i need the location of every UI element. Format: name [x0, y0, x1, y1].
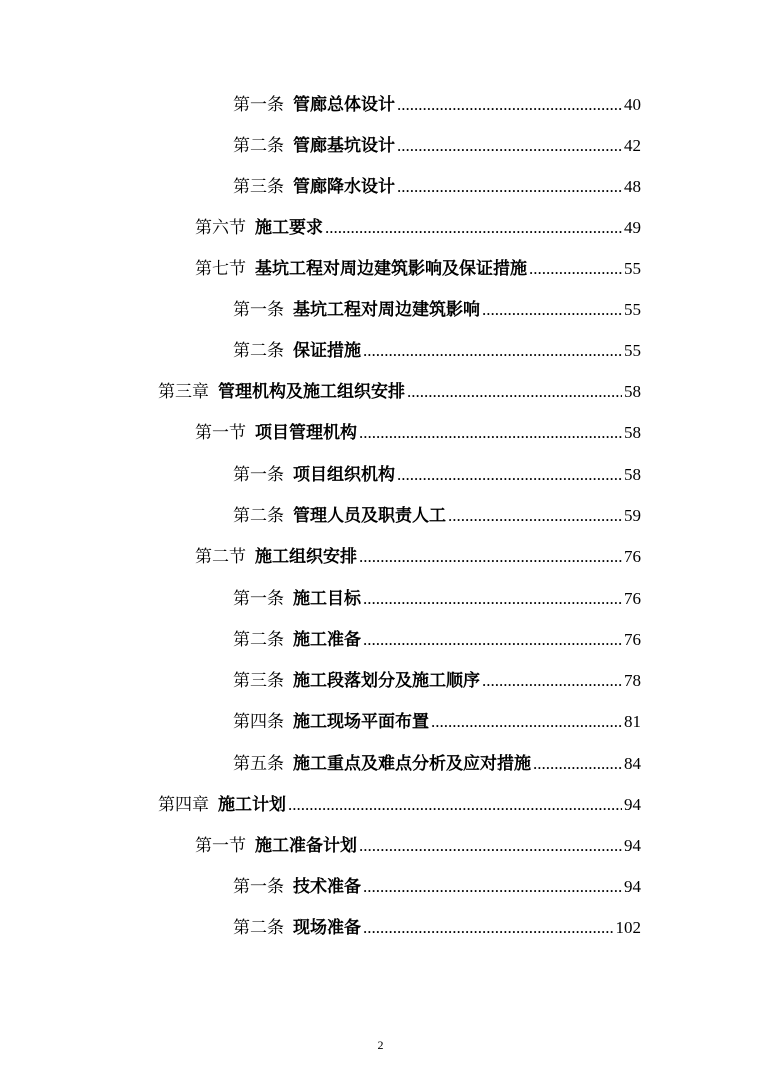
toc-entry-page: 58 [624, 382, 641, 401]
toc-entry[interactable] [233, 707, 641, 737]
toc-entry[interactable] [195, 542, 641, 572]
toc-entry-title: 施工计划 [218, 795, 286, 815]
toc-dot-leader [363, 872, 622, 902]
toc-entry-title: 施工重点及难点分析及应对措施 [293, 754, 531, 774]
toc-entry[interactable] [158, 377, 641, 407]
toc-entry-page: 78 [624, 671, 641, 690]
toc-entry-page: 42 [624, 136, 641, 155]
toc-entry-number: 第二条 [233, 506, 284, 526]
toc-dot-leader [359, 418, 622, 448]
page-number: 2 [377, 1038, 384, 1052]
toc-entry[interactable] [233, 501, 641, 531]
toc-entry-number: 第二条 [233, 630, 284, 650]
toc-entry-title: 基坑工程对周边建筑影响 [293, 300, 480, 320]
toc-dot-leader [325, 213, 622, 243]
toc-entry[interactable] [233, 131, 641, 161]
toc-dot-leader [431, 707, 622, 737]
toc-entry-number: 第一节 [195, 836, 246, 856]
toc-entry-number: 第四条 [233, 712, 284, 732]
toc-entry-page: 55 [624, 300, 641, 319]
toc-dot-leader [288, 790, 622, 820]
toc-entry-number: 第一条 [233, 300, 284, 320]
toc-entry-number: 第七节 [195, 259, 246, 279]
toc-dot-leader [448, 501, 622, 531]
toc-entry-number: 第二条 [233, 341, 284, 361]
toc-entry-title: 管廊总体设计 [293, 95, 395, 115]
toc-entry-title: 施工准备 [293, 630, 361, 650]
toc-entry[interactable] [233, 872, 641, 902]
toc-entry-page: 81 [624, 712, 641, 731]
toc-entry-page: 76 [624, 630, 641, 649]
toc-entry-number: 第一条 [233, 877, 284, 897]
toc-entry[interactable] [233, 336, 641, 366]
toc-entry-number: 第一条 [233, 465, 284, 485]
toc-entry[interactable] [233, 172, 641, 202]
toc-entry[interactable] [233, 90, 641, 120]
toc-entry-page: 55 [624, 259, 641, 278]
toc-entry[interactable] [195, 213, 641, 243]
toc-entry[interactable] [233, 295, 641, 325]
toc-entry-page: 94 [624, 795, 641, 814]
toc-entry-title: 现场准备 [293, 918, 361, 938]
toc-entry-number: 第五条 [233, 754, 284, 774]
toc-entry-page: 94 [624, 877, 641, 896]
toc-entry[interactable] [233, 749, 641, 779]
toc-entry-page: 76 [624, 547, 641, 566]
toc-entry[interactable] [195, 418, 641, 448]
toc-entry-title: 基坑工程对周边建筑影响及保证措施 [255, 259, 527, 279]
toc-entry-page: 94 [624, 836, 641, 855]
toc-entry-number: 第三条 [233, 671, 284, 691]
toc-dot-leader [363, 913, 614, 943]
toc-entry-title: 项目组织机构 [293, 465, 395, 485]
toc-entry[interactable] [233, 666, 641, 696]
toc-entry[interactable] [233, 460, 641, 490]
toc-dot-leader [482, 295, 622, 325]
toc-entry-page: 58 [624, 465, 641, 484]
toc-dot-leader [533, 749, 622, 779]
toc-entry-title: 技术准备 [293, 877, 361, 897]
toc-dot-leader [363, 584, 622, 614]
toc-entry-title: 施工目标 [293, 589, 361, 609]
toc-entry-title: 施工组织安排 [255, 547, 357, 567]
toc-entry-title: 管理人员及职责人工 [293, 506, 446, 526]
toc-dot-leader [397, 90, 622, 120]
toc-entry[interactable] [233, 584, 641, 614]
toc-entry-page: 76 [624, 589, 641, 608]
toc-entry-number: 第二条 [233, 918, 284, 938]
toc-entry-title: 施工段落划分及施工顺序 [293, 671, 480, 691]
toc-entry-page: 49 [624, 218, 641, 237]
toc-entry-number: 第一条 [233, 589, 284, 609]
toc-dot-leader [397, 460, 622, 490]
toc-entry[interactable] [233, 625, 641, 655]
toc-dot-leader [529, 254, 622, 284]
toc-entry-page: 58 [624, 423, 641, 442]
toc-entry-page: 48 [624, 177, 641, 196]
toc-entry-title: 施工要求 [255, 218, 323, 238]
toc-entry-title: 施工准备计划 [255, 836, 357, 856]
toc-dot-leader [407, 377, 622, 407]
toc-dot-leader [363, 625, 622, 655]
toc-entry-number: 第二节 [195, 547, 246, 567]
toc-dot-leader [482, 666, 622, 696]
toc-dot-leader [397, 172, 622, 202]
toc-entry-number: 第六节 [195, 218, 246, 238]
toc-entry[interactable] [158, 790, 641, 820]
toc-entry-title: 管廊降水设计 [293, 177, 395, 197]
toc-entry-page: 55 [624, 341, 641, 360]
toc-dot-leader [359, 831, 622, 861]
toc-entry-title: 管理机构及施工组织安排 [218, 382, 405, 402]
toc-dot-leader [359, 542, 622, 572]
toc-entry-number: 第一节 [195, 423, 246, 443]
toc-entry-title: 管廊基坑设计 [293, 136, 395, 156]
toc-entry-number: 第二条 [233, 136, 284, 156]
toc-entry-page: 59 [624, 506, 641, 525]
toc-entry-number: 第四章 [158, 795, 209, 815]
toc-entry-title: 项目管理机构 [255, 423, 357, 443]
toc-entry-number: 第三章 [158, 382, 209, 402]
toc-entry-page: 84 [624, 754, 641, 773]
toc-entry-title: 保证措施 [293, 341, 361, 361]
toc-dot-leader [363, 336, 622, 366]
toc-entry-number: 第三条 [233, 177, 284, 197]
toc-dot-leader [397, 131, 622, 161]
toc-entry[interactable] [195, 831, 641, 861]
toc-entry-number: 第一条 [233, 95, 284, 115]
toc-entry-title: 施工现场平面布置 [293, 712, 429, 732]
toc-entry-page: 102 [615, 918, 641, 937]
toc-entry[interactable] [233, 913, 641, 943]
toc-entry-page: 40 [624, 95, 641, 114]
toc-entry[interactable] [195, 254, 641, 284]
